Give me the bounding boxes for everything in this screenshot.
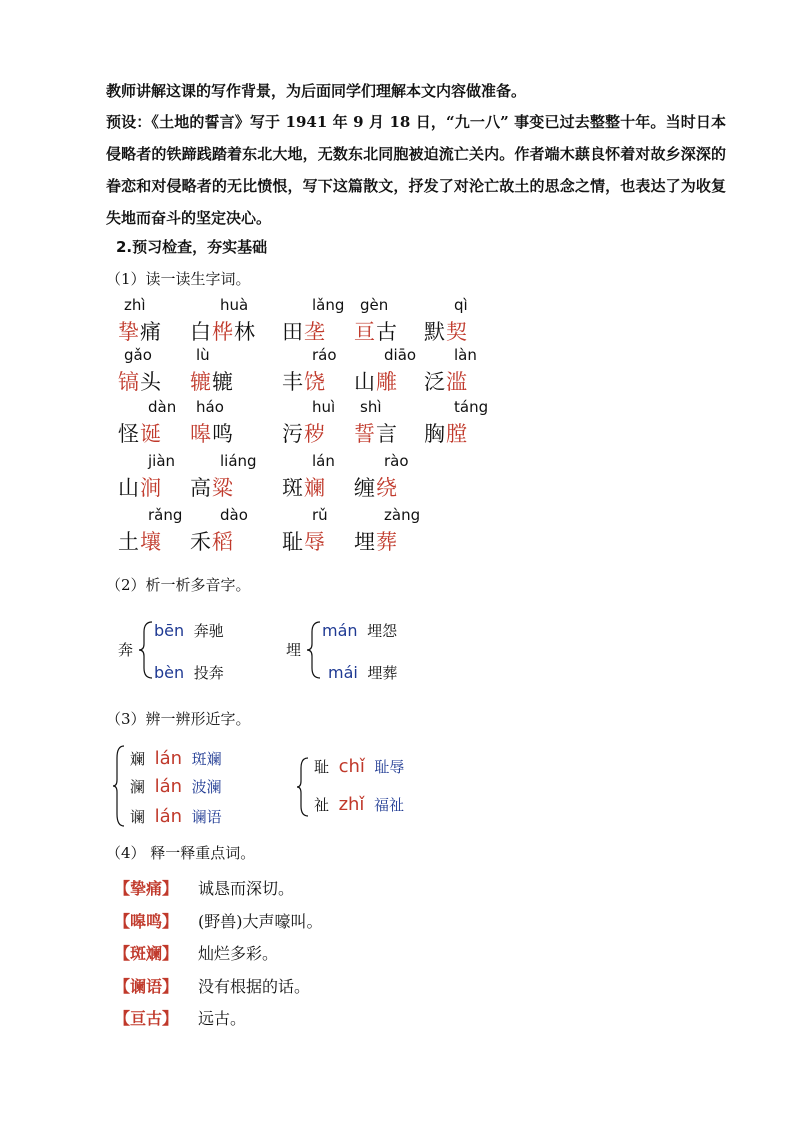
vocab-pinyin: huì <box>312 398 336 416</box>
vocab-key-char: 涧 <box>140 476 162 500</box>
polyphone-pinyin: mái <box>328 663 358 682</box>
similar-pinyin: chǐ <box>338 756 365 777</box>
vocab-key-char: 斓 <box>304 476 326 500</box>
similar-char: 谰 <box>130 808 146 826</box>
vocab-hanzi <box>354 366 398 396</box>
vocab-char: 言 <box>376 422 398 446</box>
vocab-word <box>190 346 280 398</box>
definition-item <box>114 1006 247 1029</box>
definition-desc: 没有根据的话。 <box>198 977 311 996</box>
vocab-char: 林 <box>234 320 256 344</box>
polyphone-word: 埋葬 <box>367 664 398 682</box>
vocab-key-char: 绕 <box>376 476 398 500</box>
vocab-char: 污 <box>282 422 304 446</box>
vocab-pinyin: làn <box>454 346 477 364</box>
vocab-char: 土 <box>118 530 140 554</box>
vocab-pinyin: rào <box>384 452 409 470</box>
similar-pinyin: zhǐ <box>338 794 365 815</box>
definition-term: 【嗥鸣】 <box>114 912 179 931</box>
vocab-key-char: 粱 <box>212 476 234 500</box>
vocab-word <box>190 398 280 450</box>
vocab-key-char: 秽 <box>304 422 326 446</box>
vocab-char: 禾 <box>190 530 212 554</box>
vocab-key-char: 誓 <box>354 422 376 446</box>
sub-heading-similar: （3）辨一辨形近字。 <box>106 710 251 728</box>
vocab-char: 白 <box>190 320 212 344</box>
similar-word: 谰语 <box>191 808 222 826</box>
vocab-hanzi <box>190 366 234 396</box>
vocab-pinyin: lán <box>312 452 335 470</box>
vocab-key-char: 嗥 <box>190 422 212 446</box>
vocab-char: 高 <box>190 476 212 500</box>
definition-term: 【谰语】 <box>114 977 179 996</box>
similar-char: 澜 <box>130 778 146 796</box>
vocab-key-char: 壤 <box>140 530 162 554</box>
vocab-key-char: 契 <box>446 320 468 344</box>
intro-line-1: 教师讲解这课的写作背景，为后面同学们理解本文内容做准备。 <box>106 82 527 100</box>
vocab-pinyin: dàn <box>148 398 177 416</box>
vocab-key-char: 桦 <box>212 320 234 344</box>
vocab-hanzi <box>190 316 256 346</box>
definition-term: 【挚痛】 <box>114 879 179 898</box>
vocab-key-char: 挚 <box>118 320 140 344</box>
definition-term: 【斑斓】 <box>114 944 179 963</box>
vocab-pinyin: gèn <box>360 296 389 314</box>
vocab-pinyin: qì <box>454 296 468 314</box>
polyphone-pinyin: bēn <box>154 621 185 640</box>
sub-heading-polyphone: （2）析一析多音字。 <box>106 576 251 594</box>
vocab-hanzi <box>190 526 234 556</box>
vocab-hanzi <box>190 418 234 448</box>
vocab-char: 田 <box>282 320 304 344</box>
vocab-char: 埋 <box>354 530 376 554</box>
similar-char: 祉 <box>314 796 330 814</box>
definition-item <box>114 941 279 964</box>
vocab-pinyin: huà <box>220 296 249 314</box>
vocab-pinyin: diāo <box>384 346 417 364</box>
vocab-char: 头 <box>140 370 162 394</box>
polyphone-word: 投奔 <box>193 664 224 682</box>
polyphone-pinyin: bèn <box>154 663 185 682</box>
similar-word: 福祉 <box>373 796 404 814</box>
vocab-char: 斑 <box>282 476 304 500</box>
brace-icon <box>112 744 126 828</box>
vocab-word <box>424 296 514 348</box>
vocab-hanzi <box>282 366 326 396</box>
intro-paragraph: 预设：《土地的誓言》写于 1941 年 9 月 18 日，“九一八” 事变已过去整整十年。当时日本侵略者的铁蹄践踏着东北大地，无数东北同胞被迫流亡关内。作者端木蕻良怀着对故乡深深的眷恋和对侵略者的无比愤恨，写下这篇散文，抒发了对沦亡故土的思念之情，也表达了为收复失地而奋斗的坚定决心。 <box>106 113 726 227</box>
vocab-char: 胸 <box>424 422 446 446</box>
definition-desc: (野兽)大声嚎叫。 <box>198 912 323 931</box>
vocab-word <box>354 452 444 504</box>
section-title: 2.预习检查，夯实基础 <box>116 238 268 256</box>
vocab-hanzi <box>354 418 398 448</box>
vocab-pinyin: háo <box>196 398 224 416</box>
vocab-hanzi <box>118 316 162 346</box>
polyphone-word: 埋怨 <box>367 622 398 640</box>
vocab-key-char: 葬 <box>376 530 398 554</box>
vocab-char: 山 <box>118 476 140 500</box>
vocab-key-char: 辱 <box>304 530 326 554</box>
vocab-word <box>354 506 444 558</box>
similar-pinyin: lán <box>154 806 183 827</box>
vocab-word <box>190 506 280 558</box>
brace-icon <box>296 756 310 818</box>
vocab-key-char: 滥 <box>446 370 468 394</box>
vocab-hanzi <box>354 472 398 502</box>
vocab-hanzi <box>354 526 398 556</box>
vocab-hanzi <box>282 472 326 502</box>
vocab-key-char: 稻 <box>212 530 234 554</box>
vocab-char: 痛 <box>140 320 162 344</box>
definition-term: 【亘古】 <box>114 1009 179 1028</box>
vocab-char: 默 <box>424 320 446 344</box>
polyphone-char: 埋 <box>286 641 302 659</box>
similar-word: 耻辱 <box>374 758 405 776</box>
vocab-pinyin: gǎo <box>124 346 152 364</box>
similar-word: 斑斓 <box>191 750 222 768</box>
vocab-word <box>190 452 280 504</box>
similar-pinyin: lán <box>154 776 183 797</box>
vocab-pinyin: shì <box>360 398 382 416</box>
vocab-pinyin: rǎng <box>148 506 183 524</box>
brace-icon <box>138 620 154 680</box>
vocab-hanzi <box>190 472 234 502</box>
vocab-hanzi <box>424 418 468 448</box>
vocab-word <box>424 398 514 450</box>
vocab-pinyin: ráo <box>312 346 337 364</box>
similar-char: 斓 <box>130 750 146 768</box>
vocab-hanzi <box>354 316 398 346</box>
vocab-hanzi <box>282 526 326 556</box>
vocab-hanzi <box>118 526 162 556</box>
polyphone-pinyin: mán <box>322 621 358 640</box>
vocab-pinyin: liáng <box>220 452 257 470</box>
vocab-pinyin: lǎng <box>312 296 345 314</box>
definition-item <box>114 876 295 899</box>
polyphone-word: 奔驰 <box>193 622 224 640</box>
vocab-pinyin: táng <box>454 398 489 416</box>
vocab-char: 怪 <box>118 422 140 446</box>
vocab-char: 丰 <box>282 370 304 394</box>
vocab-char: 山 <box>354 370 376 394</box>
sub-heading-read: （1）读一读生字词。 <box>106 270 251 288</box>
vocab-pinyin: lù <box>196 346 210 364</box>
definition-desc: 诚恳而深切。 <box>198 879 295 898</box>
vocab-hanzi <box>282 418 326 448</box>
vocab-char: 缠 <box>354 476 376 500</box>
definition-desc: 远古。 <box>198 1009 247 1028</box>
vocab-hanzi <box>118 366 162 396</box>
vocab-pinyin: rǔ <box>312 506 328 524</box>
sub-heading-definitions: （4） 释一释重点词。 <box>106 844 256 862</box>
vocab-key-char: 膛 <box>446 422 468 446</box>
definition-item <box>114 909 323 932</box>
polyphone-char: 奔 <box>118 641 134 659</box>
vocab-word <box>424 346 514 398</box>
vocab-char: 耻 <box>282 530 304 554</box>
definition-item <box>114 974 311 997</box>
vocab-hanzi <box>118 418 162 448</box>
vocab-pinyin: jiàn <box>148 452 176 470</box>
vocab-hanzi <box>118 472 162 502</box>
vocab-key-char: 饶 <box>304 370 326 394</box>
vocab-key-char: 垄 <box>304 320 326 344</box>
brace-icon <box>306 620 322 680</box>
similar-char: 耻 <box>314 758 330 776</box>
vocab-char: 鸣 <box>212 422 234 446</box>
vocab-key-char: 镐 <box>118 370 140 394</box>
vocab-pinyin: dào <box>220 506 248 524</box>
similar-pinyin: lán <box>154 748 183 769</box>
vocab-hanzi <box>424 316 468 346</box>
definition-desc: 灿烂多彩。 <box>198 944 279 963</box>
vocab-char: 古 <box>376 320 398 344</box>
vocab-key-char: 雕 <box>376 370 398 394</box>
vocab-key-char: 辘 <box>190 370 212 394</box>
similar-word: 波澜 <box>191 778 222 796</box>
vocab-pinyin: zàng <box>384 506 421 524</box>
vocab-key-char: 亘 <box>354 320 376 344</box>
vocab-pinyin: zhì <box>124 296 146 314</box>
vocab-char: 泛 <box>424 370 446 394</box>
vocab-hanzi <box>282 316 326 346</box>
vocab-char: 辘 <box>212 370 234 394</box>
vocab-key-char: 诞 <box>140 422 162 446</box>
vocab-word <box>190 296 280 348</box>
vocab-hanzi <box>424 366 468 396</box>
